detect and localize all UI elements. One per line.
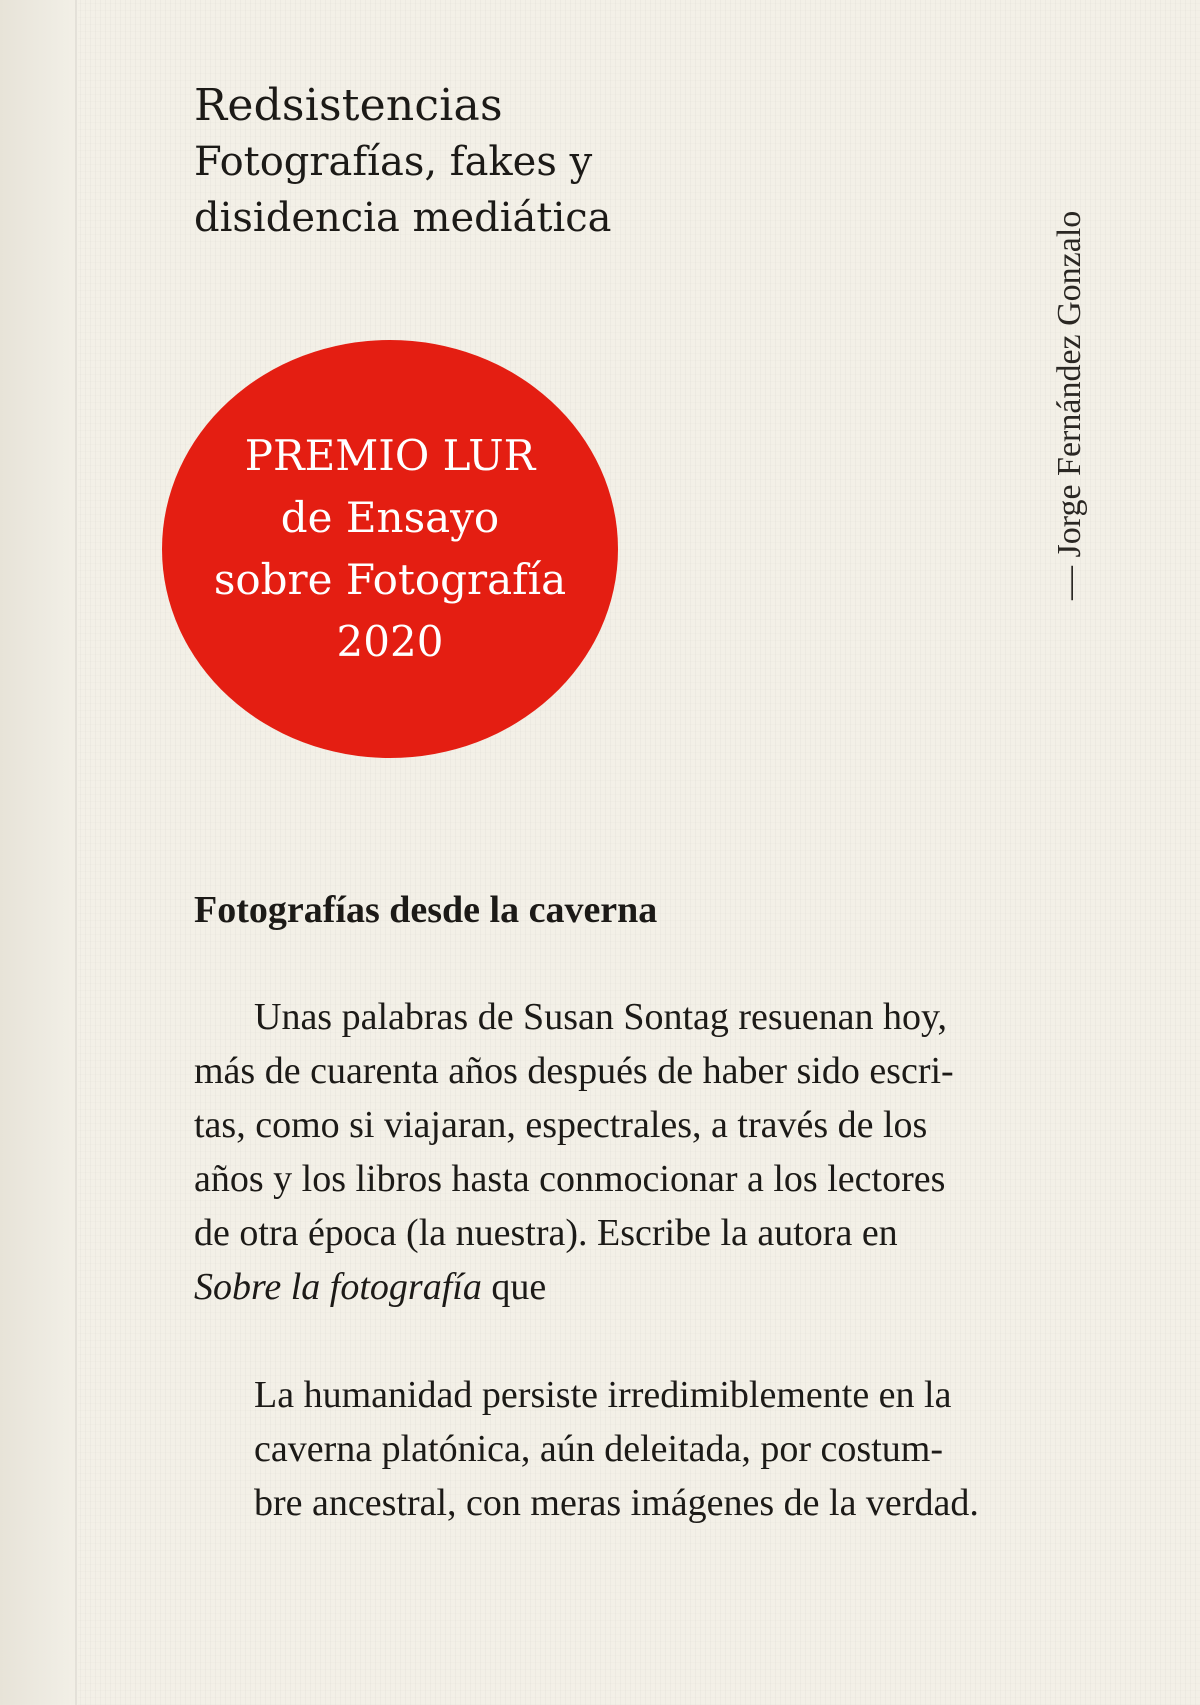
title-block: [194, 78, 754, 246]
paragraph-line: de otra época (la nuestra). Escribe la autora en: [194, 1212, 898, 1254]
quote-line: La humanidad persiste irredimiblemente en la: [254, 1374, 952, 1416]
paragraph-last-line: [194, 1260, 1094, 1314]
excerpt-heading: Fotografías desde la caverna: [194, 889, 658, 931]
award-badge: [162, 340, 618, 758]
award-line-1: PREMIO LUR: [244, 431, 536, 480]
paragraph-tail: que: [481, 1266, 547, 1308]
paragraph-line: Unas palabras de Susan Sontag resuenan hoy,: [254, 996, 947, 1038]
book-reference-italic: Sobre la fotografía: [194, 1266, 482, 1308]
paragraph-line: más de cuarenta años después de haber sido escri-: [194, 1050, 954, 1092]
book-subtitle-line-2: disidencia mediática: [194, 195, 612, 241]
award-line-4: 2020: [336, 617, 444, 666]
paragraph-line: tas, como si viajaran, espectrales, a través de los: [194, 1104, 928, 1146]
award-line-3: sobre Fotografía: [213, 555, 567, 604]
spine-shadow: [0, 0, 78, 1705]
award-line-2: de Ensayo: [280, 493, 500, 542]
excerpt-paragraph: [194, 990, 1094, 1314]
block-quote: [254, 1368, 1094, 1530]
book-title: Redsistencias: [194, 80, 503, 131]
paragraph-line: años y los libros hasta conmocionar a los lectores: [194, 1158, 946, 1200]
quote-line: caverna platónica, aún deleitada, por costum-: [254, 1428, 943, 1470]
spine-fold-line: [75, 0, 77, 1705]
quote-line: bre ancestral, con meras imágenes de la verdad.: [254, 1482, 979, 1524]
book-subtitle-line-1: Fotografías, fakes y: [194, 139, 593, 185]
author-name: — Jorge Fernández Gonzalo: [1051, 210, 1088, 600]
author-vertical: [1040, 80, 1100, 600]
